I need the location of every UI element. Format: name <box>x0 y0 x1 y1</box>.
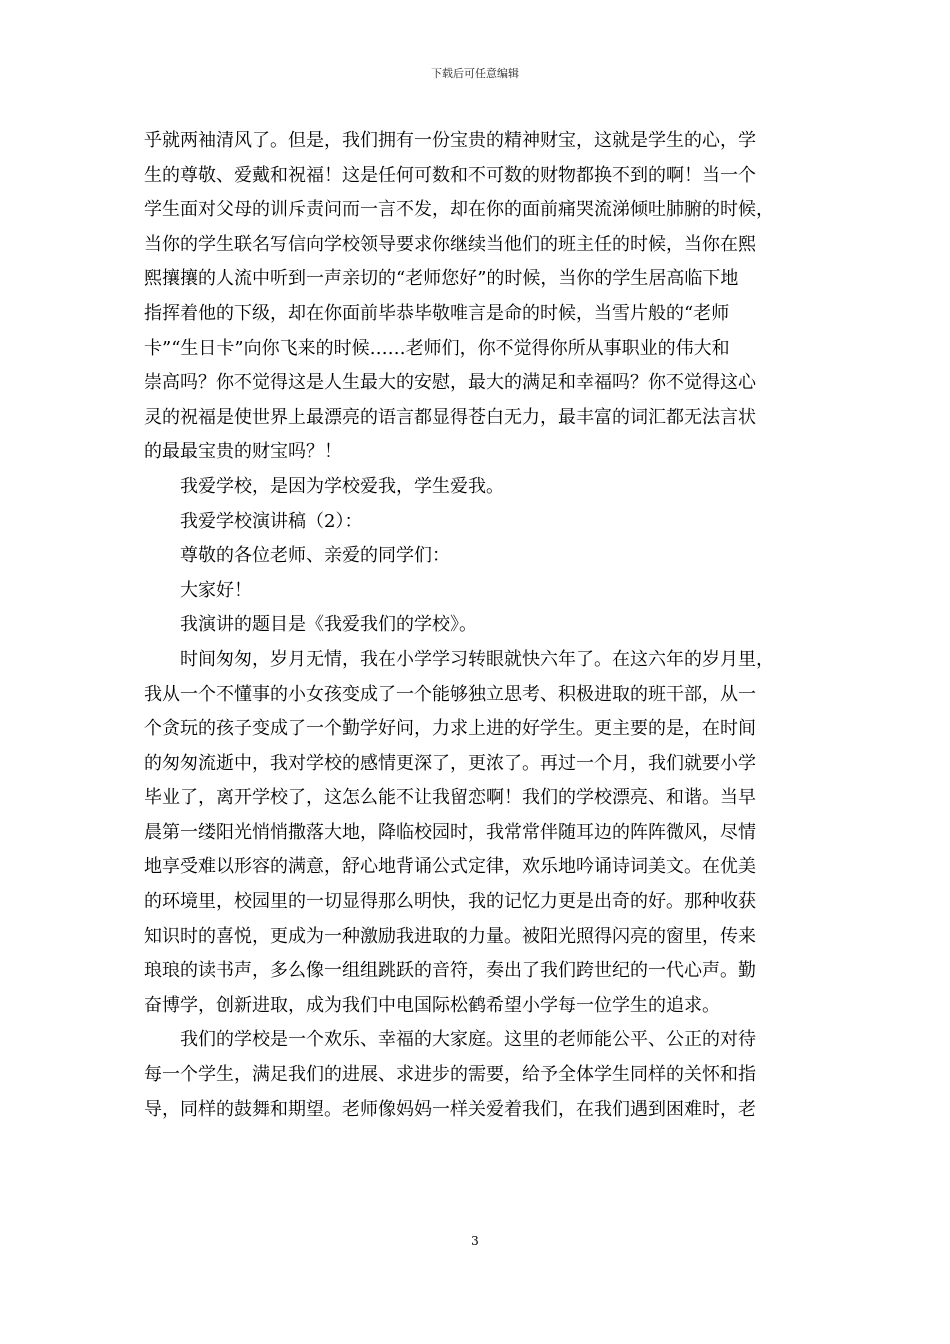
text-line: 地享受难以形容的满意，舒心地背诵公式定律，欢乐地吟诵诗词美文。在优美 <box>144 856 756 878</box>
text-line: 大家好！ <box>180 579 252 601</box>
text-line: 晨第一缕阳光悄悄撒落大地，降临校园时，我常常伴随耳边的阵阵微风，尽情 <box>144 821 756 843</box>
text-line: 卡”“生日卡”向你飞来的时候……老师们，你不觉得你所从事职业的伟大和 <box>144 337 730 359</box>
page-header: 下载后可任意编辑 <box>431 67 519 80</box>
text-line: 时间匆匆，岁月无情，我在小学学习转眼就快六年了。在这六年的岁月里， <box>180 648 774 670</box>
text-line: 崇高吗？你不觉得这是人生最大的安慰，最大的满足和幸福吗？你不觉得这心 <box>144 372 756 394</box>
text-line: 的环境里，校园里的一切显得那么明快，我的记忆力更是出奇的好。那种收获 <box>144 891 756 913</box>
text-line: 尊敬的各位老师、亲爱的同学们： <box>180 545 450 567</box>
page-number: 3 <box>471 1234 479 1248</box>
text-line: 的匆匆流逝中，我对学校的感情更深了，更浓了。再过一个月，我们就要小学 <box>144 752 756 774</box>
text-line: 我爱学校演讲稿（2）： <box>180 510 363 532</box>
text-line: 我从一个不懂事的小女孩变成了一个能够独立思考、积极进取的班干部，从一 <box>144 683 756 705</box>
text-line: 奋博学，创新进取，成为我们中电国际松鹤希望小学每一位学生的追求。 <box>144 994 720 1016</box>
text-line: 毕业了，离开学校了，这怎么能不让我留恋啊！我们的学校漂亮、和谐。当早 <box>144 787 756 809</box>
text-line: 每一个学生，满足我们的进展、求进步的需要，给予全体学生同样的关怀和指 <box>144 1064 756 1086</box>
text-line: 乎就两袖清风了。但是，我们拥有一份宝贵的精神财宝，这就是学生的心，学 <box>144 130 756 151</box>
text-line: 我们的学校是一个欢乐、幸福的大家庭。这里的老师能公平、公正的对待 <box>180 1029 756 1051</box>
text-line: 学生面对父母的训斥责问而一言不发，却在你的面前痛哭流涕倾吐肺腑的时候， <box>144 199 774 221</box>
text-line: 导，同样的鼓舞和期望。老师像妈妈一样关爱着我们，在我们遇到困难时，老 <box>144 1098 756 1120</box>
text-line: 当你的学生联名写信向学校领导要求你继续当他们的班主任的时候，当你在熙 <box>144 233 756 255</box>
text-line: 的最最宝贵的财宝吗？！ <box>144 441 342 463</box>
document-body <box>144 124 806 1127</box>
text-line: 指挥着他的下级，却在你面前毕恭毕敬唯言是命的时候，当雪片般的“老师 <box>144 302 730 324</box>
text-line: 知识时的喜悦，更成为一种激励我进取的力量。被阳光照得闪亮的窗里，传来 <box>144 925 756 947</box>
text-line: 个贪玩的孩子变成了一个勤学好问，力求上进的好学生。更主要的是，在时间 <box>144 718 756 740</box>
text-line: 我爱学校，是因为学校爱我，学生爱我。 <box>180 475 504 497</box>
text-line: 生的尊敬、爱戴和祝福！这是任何可数和不可数的财物都换不到的啊！当一个 <box>144 164 756 186</box>
text-line: 熙攘攘的人流中听到一声亲切的“老师您好”的时候，当你的学生居高临下地 <box>144 268 739 290</box>
text-line: 灵的祝福是使世界上最漂亮的语言都显得苍白无力，最丰富的词汇都无法言状 <box>144 406 756 428</box>
text-line: 我演讲的题目是《我爱我们的学校》。 <box>180 614 477 636</box>
text-line: 琅琅的读书声，多么像一组组跳跃的音符，奏出了我们跨世纪的一代心声。勤 <box>144 960 756 982</box>
